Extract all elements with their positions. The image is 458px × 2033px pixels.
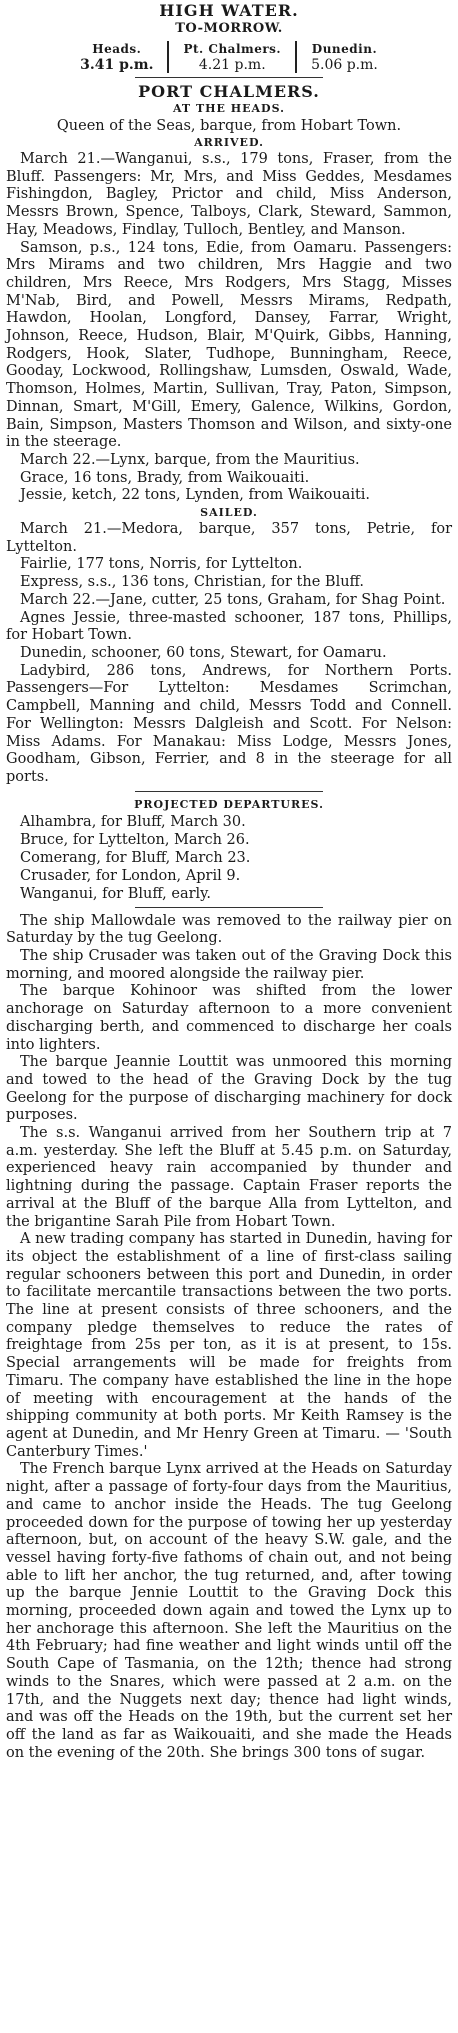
sailed-entry: March 21.—Medora, barque, 357 tons, Petrie, for Lyttelton. xyxy=(6,521,452,555)
news-paragraph: A new trading company has started in Dunedin, having for its object the establishment of a line of first-class sailing regular schooners between this port and Dunedin, in order to facilitate mercantile transactions between the two ports. The line at present consists of three schooners, and the company pledge themselves to reduce the rates of freightage from 25s per ton, as it is at present, to 15s. Special arrangements will be made for freights from Timaru. The company have established the line in the hope of meeting with encouragement at the hands of the shipping community at both ports. Mr Keith Ramsey is the agent at Dunedin, and Mr Henry Green at Timaru. — 'South Canterbury Times.' xyxy=(6,1231,452,1460)
tide-time: 3.41 p.m. xyxy=(80,57,154,73)
section-title: PORT CHALMERS. xyxy=(138,82,320,101)
arrived-heading: ARRIVED. xyxy=(194,136,264,149)
sailed-entry: Express, s.s., 136 tons, Christian, for the Bluff. xyxy=(20,574,364,591)
news-paragraph: The ship Mallowdale was removed to the railway pier on Saturday by the tug Geelong. xyxy=(6,912,452,947)
projected-entry: Alhambra, for Bluff, March 30. xyxy=(20,813,246,830)
tide-heads xyxy=(66,41,167,73)
projected-entry: Comerang, for Bluff, March 23. xyxy=(20,849,251,866)
tide-place: Heads. xyxy=(92,42,142,56)
arrived-entry: Samson, p.s., 124 tons, Edie, from Oamaru. Passengers: Mrs Mirams and two children, Mrs Haggie and two children, Mrs Reece, Mrs Rodgers, Mrs Stagg, Misses M'Nab, Bird, and Powell, Messrs Mirams, Redpath, Hawdon, Hoolan, Longford, Dansey, Farrar, Wright, Johnson, Reece, Hudson, Blair, M'Quirk, Gibbs, Hanning, Rodgers, Hook, Slater, Tudhope, Bunningham, Reece, Gooday, Lockwood, Rollingshaw, Lumsden, Oswald, Wade, Thomson, Holmes, Martin, Sullivan, Tray, Paton, Simpson, Dinnan, Smart, M'Gill, Emery, Galence, Wilkins, Gordon, Bain, Simpson, Masters Thomson and Wilson, and sixty-one in the steerage. xyxy=(6,239,452,451)
sailed-entry: Agnes Jessie, three-masted schooner, 187 tons, Phillips, for Hobart Town. xyxy=(6,609,452,644)
arrived-entry: Grace, 16 tons, Brady, from Waikouaiti. xyxy=(20,469,310,486)
arrived-entry: March 21.—Wanganui, s.s., 179 tons, Fraser, from the Bluff. Passengers: Mr, Mrs, and Miss Geddes, Mesdames Fishingdon, Bagley, Prictor and child, Miss Anderson, Messrs Brown, Spence, Talboys, Clark, Steward, Sammon, Hay, Meadows, Findlay, Tulloch, Bentley, and Manson. xyxy=(6,151,452,238)
high-water-title: HIGH WATER. xyxy=(159,1,299,20)
tide-table xyxy=(6,41,452,73)
newspaper-column xyxy=(6,2,452,1762)
projected-entry: Crusader, for London, April 9. xyxy=(20,867,241,884)
sailed-entry: March 22.—Jane, cutter, 25 tons, Graham, for Shag Point. xyxy=(20,591,446,608)
tide-time: 4.21 p.m. xyxy=(198,57,266,73)
divider xyxy=(135,907,322,908)
projected-heading: PROJECTED DEPARTURES. xyxy=(134,797,324,811)
divider xyxy=(135,77,322,78)
at-heads-heading: AT THE HEADS. xyxy=(173,102,285,115)
at-heads-vessel: Queen of the Seas, barque, from Hobart Town. xyxy=(56,118,402,134)
news-paragraph: The barque Kohinoor was shifted from the lower anchorage on Saturday afternoon to a more convenient discharging berth, and commenced to discharge her coals into lighters. xyxy=(6,983,452,1053)
arrived-entry: Jessie, ketch, 22 tons, Lynden, from Waikouaiti. xyxy=(20,487,371,504)
news-paragraph: The French barque Lynx arrived at the Heads on Saturday night, after a passage of forty-four days from the Mauritius, and came to anchor inside the Heads. The tug Geelong proceeded down for the purpose of towing her up yesterday afternoon, but, on account of the heavy S.W. gale, and the vessel having forty-five fathoms of chain out, and not being able to lift her anchor, the tug returned, and, after towing up the barque Jennie Louttit to the Graving Dock this morning, proceeded down again and towed the Lynx up to her anchorage this afternoon. She left the Mauritius on the 4th February; had fine weather and light winds until off the South Cape of Tasmania, on the 12th; thence had strong winds to the Snares, which were passed at 2 a.m. on the 17th, and the Nuggets next day; thence had light winds, and was off the Heads on the 19th, but the current set her off the land as far as Waikouaiti, and she made the Heads on the evening of the 20th. She brings 300 tons of sugar. xyxy=(6,1461,452,1761)
arrived-entry: March 22.—Lynx, barque, from the Mauritius. xyxy=(20,451,360,468)
sailed-entry: Ladybird, 286 tons, Andrews, for Northern Ports. Passengers—For Lyttelton: Mesdames Scrimchan, Campbell, Manning and child, Messrs Todd and Connell. For Wellington: Messrs Dalgleish and Scott. For Nelson: Miss Adams. For Manakau: Miss Lodge, Messrs Jones, Goodham, Gibson, Ferrier, and 8 in the steerage for all ports. xyxy=(6,662,452,785)
projected-entry: Wanganui, for Bluff, early. xyxy=(20,885,212,902)
high-water-subtitle: TO-MORROW. xyxy=(175,21,283,36)
tide-port-chalmers xyxy=(167,41,297,73)
tide-place: Dunedin. xyxy=(311,42,378,56)
news-paragraph: The s.s. Wanganui arrived from her Southern trip at 7 a.m. yesterday. She left the Bluff at 5.45 p.m. on Saturday, experienced heavy rain accompanied by thunder and lightning during the passage. Captain Fraser reports the arrival at the Bluff of the barque Alla from Lyttelton, and the brigantine Sarah Pile from Hobart Town. xyxy=(6,1125,452,1230)
sailed-heading: SAILED. xyxy=(200,506,258,520)
tide-time: 5.06 p.m. xyxy=(311,57,378,73)
divider xyxy=(135,791,322,792)
news-paragraph: The ship Crusader was taken out of the Graving Dock this morning, and moored alongside the railway pier. xyxy=(6,948,452,982)
news-paragraph: The barque Jeannie Louttit was unmoored this morning and towed to the head of the Graving Dock by the tug Geelong for the purpose of discharging machinery for dock purposes. xyxy=(6,1054,452,1124)
tide-place: Pt. Chalmers. xyxy=(183,42,282,56)
projected-entry: Bruce, for Lyttelton, March 26. xyxy=(20,831,250,848)
sailed-entry: Fairlie, 177 tons, Norris, for Lyttelton. xyxy=(20,556,303,573)
sailed-entry: Dunedin, schooner, 60 tons, Stewart, for Oamaru. xyxy=(20,644,387,661)
tide-dunedin xyxy=(297,41,392,73)
